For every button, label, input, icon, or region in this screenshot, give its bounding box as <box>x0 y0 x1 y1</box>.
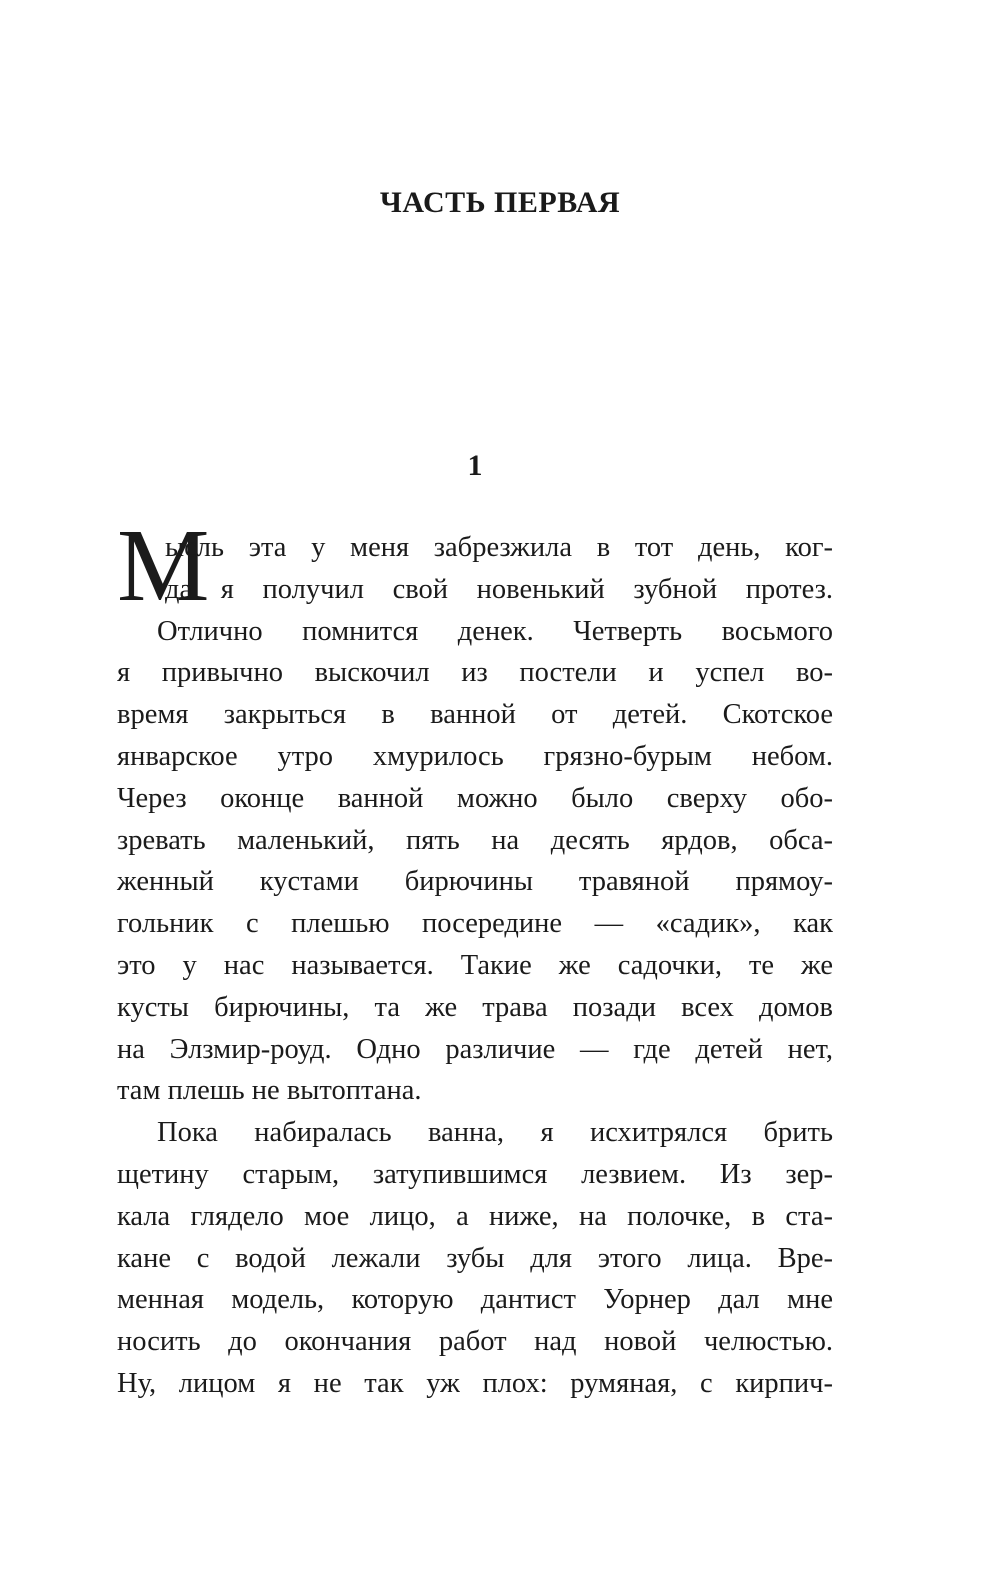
text-line: Пока набиралась ванна, я исхитрялся брить <box>157 1117 833 1149</box>
text-line: менная модель, которую дантист Уорнер дал мне <box>117 1284 833 1316</box>
chapter-number: 1 <box>467 449 483 482</box>
text-line: кусты бирючины, та же трава позади всех домов <box>117 991 833 1023</box>
text-line: Ну, лицом я не так уж плох: румяная, с кирпич- <box>117 1367 833 1399</box>
text-line: Через оконце ванной можно было сверху обо- <box>117 782 833 814</box>
part-title: ЧАСТЬ ПЕРВАЯ <box>379 186 621 219</box>
text-line: да я получил свой новенький зубной протез. <box>165 573 833 605</box>
body-text <box>117 527 833 1405</box>
text-line: кала глядело мое лицо, а ниже, на полочке, в ста- <box>117 1200 833 1232</box>
text-line: Отлично помнится денек. Четверть восьмого <box>157 615 833 647</box>
text-line: там плешь не вытоптана. <box>117 1075 422 1107</box>
text-line: это у нас называется. Такие же садочки, те же <box>117 949 833 981</box>
drop-cap: М <box>117 508 210 623</box>
text-line: кане с водой лежали зубы для этого лица. Вре- <box>117 1242 833 1274</box>
text-line: на Элзмир-роуд. Одно различие — где детей нет, <box>117 1033 833 1065</box>
text-line: январское утро хмурилось грязно-бурым небом. <box>117 740 833 772</box>
text-line: зревать маленький, пять на десять ярдов, обса- <box>117 824 833 856</box>
text-line: время закрыться в ванной от детей. Скотское <box>117 699 833 731</box>
text-line: щетину старым, затупившимся лезвием. Из зер- <box>117 1158 833 1190</box>
text-line: ысль эта у меня забрезжила в тот день, ког- <box>165 532 833 563</box>
text-line: я привычно выскочил из постели и успел во- <box>117 657 833 689</box>
text-line: носить до окончания работ над новой челюстью. <box>117 1326 833 1358</box>
text-line: женный кустами бирючины травяной прямоу- <box>117 866 833 898</box>
text-line: гольник с плешью посередине — «садик», как <box>117 908 833 940</box>
